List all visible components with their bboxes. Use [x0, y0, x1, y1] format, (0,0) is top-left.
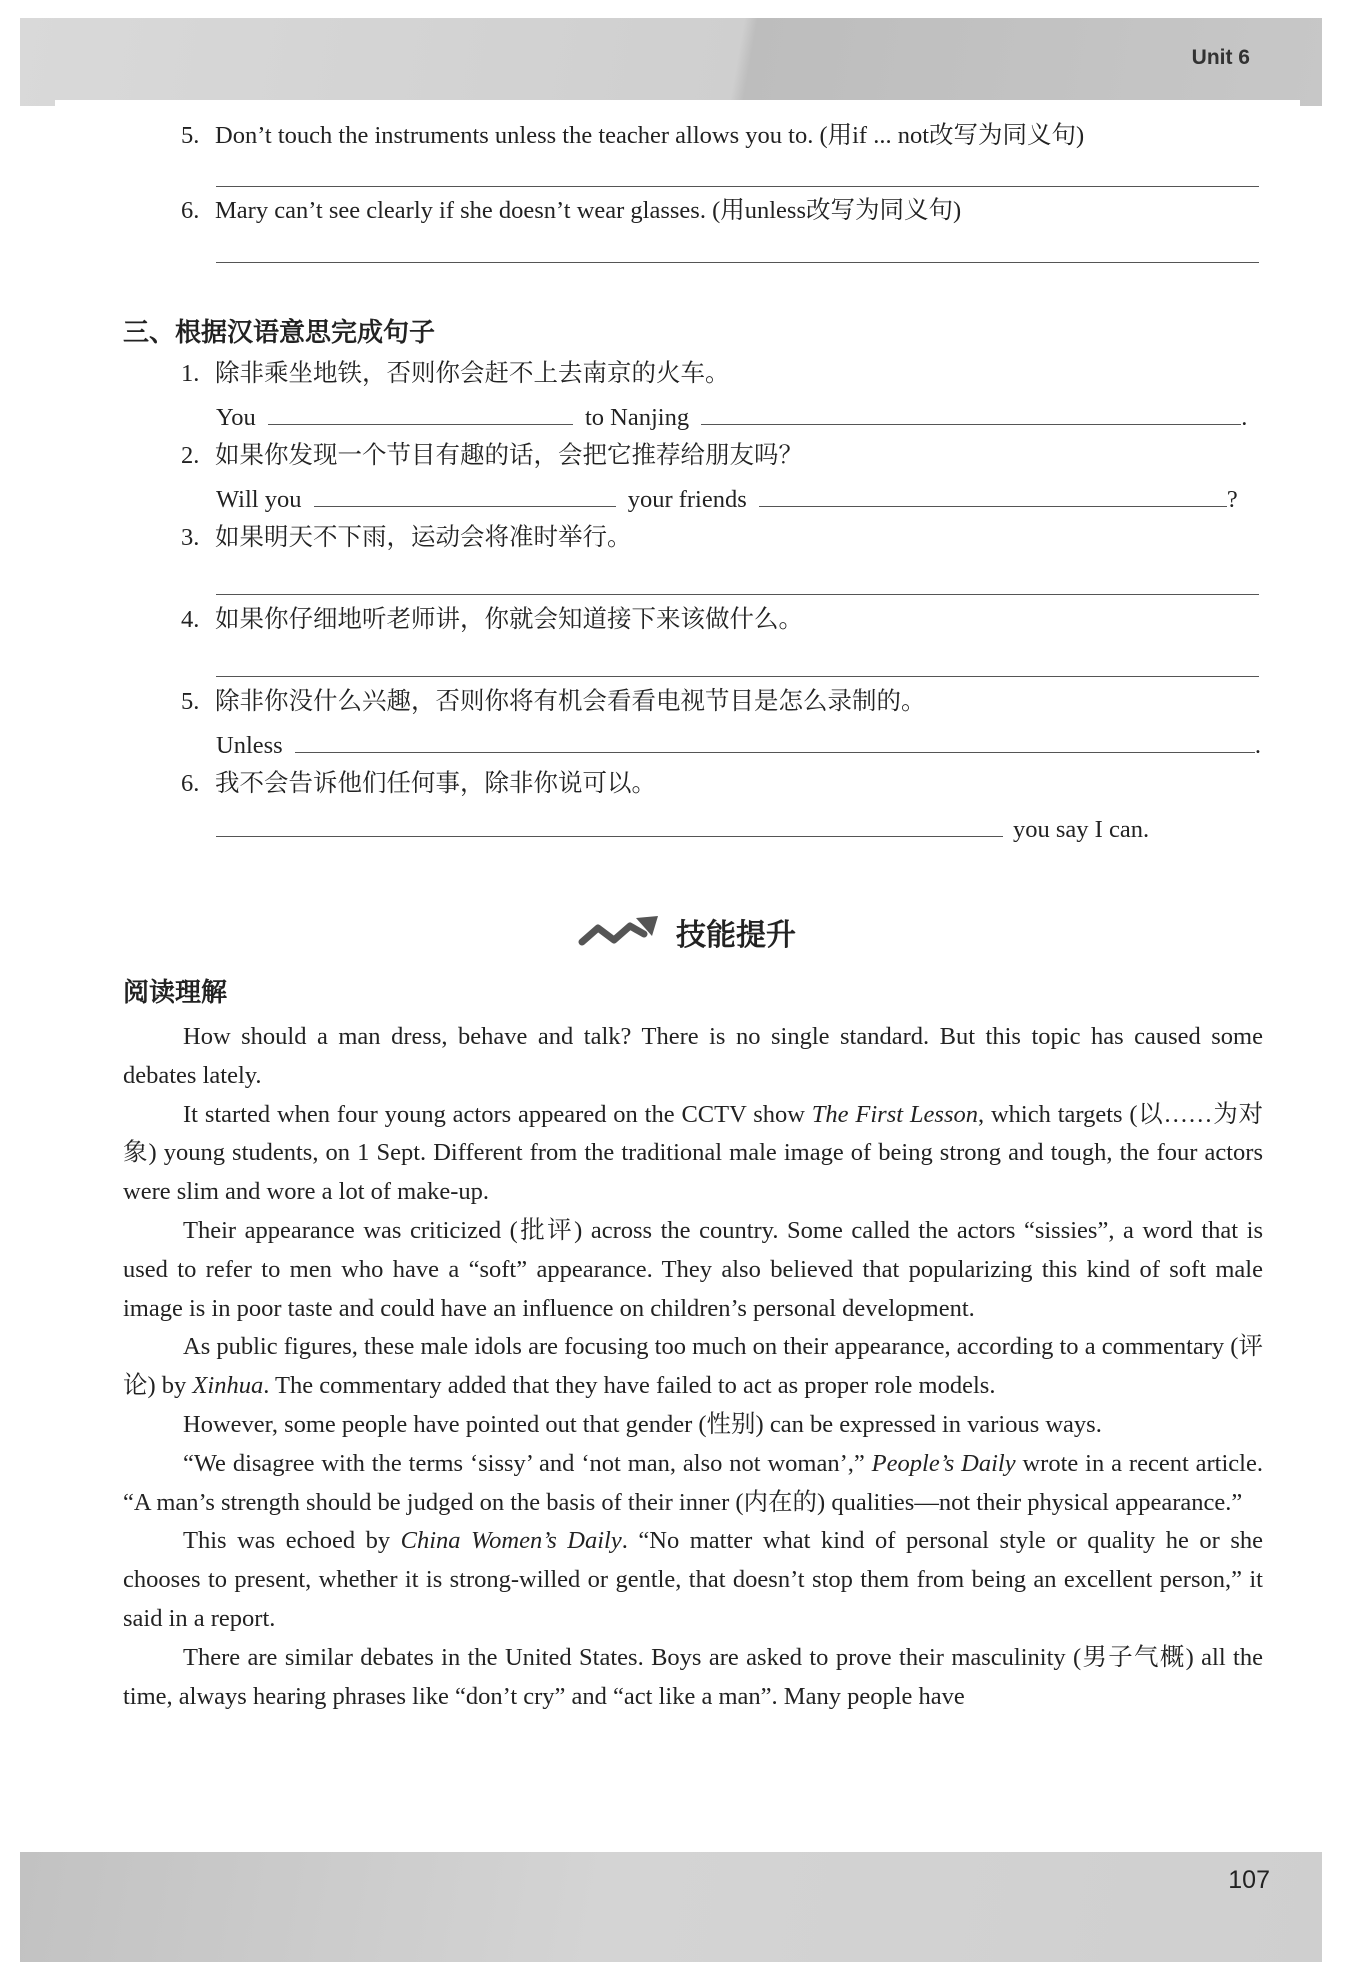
unit-label: Unit 6 [1191, 46, 1250, 69]
rewrite-item-6 [181, 195, 961, 227]
skills-title: 技能提升 [676, 918, 796, 953]
item-chinese: 如果你仔细地听老师讲，你就会知道接下来该做什么。 [215, 606, 803, 633]
reading-passage [123, 1018, 1263, 1716]
source-name: People’s Daily [871, 1449, 1016, 1477]
rewrite-item-5 [181, 120, 1084, 152]
answer-blank[interactable] [216, 812, 1003, 837]
translate-item-3-cn [181, 522, 632, 554]
item-number: 6. [181, 197, 200, 224]
paragraph: Their appearance was criticized (批评) across the country. Some called the actors “sissies”, a word that is used to refer to men who have a “soft” appearance. They also believed that popularizing this kind of soft male image is in poor taste and could have an influence on children’s personal development. [123, 1216, 1263, 1322]
item-number: 5. [181, 122, 200, 149]
trend-up-icon [578, 912, 662, 950]
paragraph: How should a man dress, behave and talk? There is no single standard. But this topic has caused some debates lately. [123, 1023, 1263, 1089]
paragraph: However, some people have pointed out that gender (性别) can be expressed in various ways. [183, 1410, 1102, 1438]
translate-item-6-en [216, 812, 1149, 846]
paragraph: “We disagree with the terms ‘sissy’ and ‘not man, also not woman’,” People’s Daily wrote in a recent article. “A man’s strength should be judged on the basis of their inner (内在的) qualities—not their physical appearance.” [123, 1449, 1263, 1516]
item-number: 6. [181, 770, 200, 797]
translate-item-1-cn [181, 358, 730, 390]
show-title: The First Lesson [811, 1100, 978, 1128]
source-name: Xinhua [192, 1372, 264, 1400]
item-chinese: 如果明天不下雨，运动会将准时举行。 [215, 524, 632, 551]
sentence-end: . [1254, 732, 1261, 759]
skills-header [578, 906, 838, 954]
item-number: 4. [181, 606, 200, 633]
answer-line[interactable] [216, 594, 1259, 595]
answer-line[interactable] [216, 676, 1259, 677]
item-text: Mary can’t see clearly if she doesn’t wear glasses. (用unless改写为同义句) [215, 197, 962, 224]
translate-item-5-cn [181, 686, 926, 718]
sentence-end: ? [1226, 486, 1238, 513]
item-chinese: 如果你发现一个节目有趣的话，会把它推荐给朋友吗？ [215, 442, 803, 469]
sentence-middle: to Nanjing [585, 404, 690, 431]
translate-item-2-en [216, 482, 1238, 516]
header-band [20, 18, 1322, 106]
sentence-end: . [1241, 404, 1248, 431]
item-number: 2. [181, 442, 200, 469]
translate-item-5-en [216, 728, 1261, 762]
answer-blank[interactable] [759, 482, 1227, 507]
item-chinese: 除非你没什么兴趣，否则你将有机会看看电视节目是怎么录制的。 [215, 688, 926, 715]
item-chinese: 我不会告诉他们任何事，除非你说可以。 [215, 770, 656, 797]
item-number: 3. [181, 524, 200, 551]
reading-title: 阅读理解 [123, 978, 228, 1008]
sentence-start: Unless [216, 732, 283, 759]
answer-blank[interactable] [314, 482, 616, 507]
item-number: 5. [181, 688, 200, 715]
translate-item-2-cn [181, 440, 803, 472]
paragraph: There are similar debates in the United States. Boys are asked to prove their masculinity (男子气概) all the time, always hearing phrases like “don’t cry” and “act like a man”. Many people have [123, 1643, 1263, 1710]
paragraph: As public figures, these male idols are focusing too much on their appearance, according to a commentary (评论) by Xinhua. The commentary added that they have failed to act as proper role models. [123, 1333, 1263, 1400]
answer-blank[interactable] [295, 728, 1255, 753]
translate-item-4-cn [181, 604, 803, 636]
answer-blank[interactable] [268, 400, 573, 425]
section-title: 三、根据汉语意思完成句子 [123, 318, 436, 348]
translate-item-1-en [216, 400, 1247, 434]
item-number: 1. [181, 360, 200, 387]
paragraph: This was echoed by China Women’s Daily. “No matter what kind of personal style or quality he or she chooses to present, whether it is strong-willed or gentle, that doesn’t stop them from being an excellent person,” it said in a report. [123, 1527, 1263, 1632]
translate-item-6-cn [181, 768, 656, 800]
sentence-end: you say I can. [1013, 816, 1150, 843]
answer-line[interactable] [216, 186, 1259, 187]
answer-line[interactable] [216, 262, 1259, 263]
item-chinese: 除非乘坐地铁，否则你会赶不上去南京的火车。 [215, 360, 730, 387]
item-text: Don’t touch the instruments unless the teacher allows you to. (用if ... not改写为同义句) [215, 122, 1085, 149]
footer-band [20, 1852, 1322, 1962]
source-name: China Women’s Daily [400, 1527, 622, 1555]
answer-blank[interactable] [701, 400, 1241, 425]
sentence-middle: your friends [627, 486, 747, 513]
sentence-start: You [216, 404, 256, 431]
paragraph: It started when four young actors appeared on the CCTV show The First Lesson, which targets (以……为对象) young students, on 1 Sept. Different from the traditional male image of being strong and tough, the four actors were slim and wore a lot of make-up. [123, 1100, 1263, 1206]
page-number: 107 [1228, 1866, 1270, 1894]
sentence-start: Will you [216, 486, 302, 513]
